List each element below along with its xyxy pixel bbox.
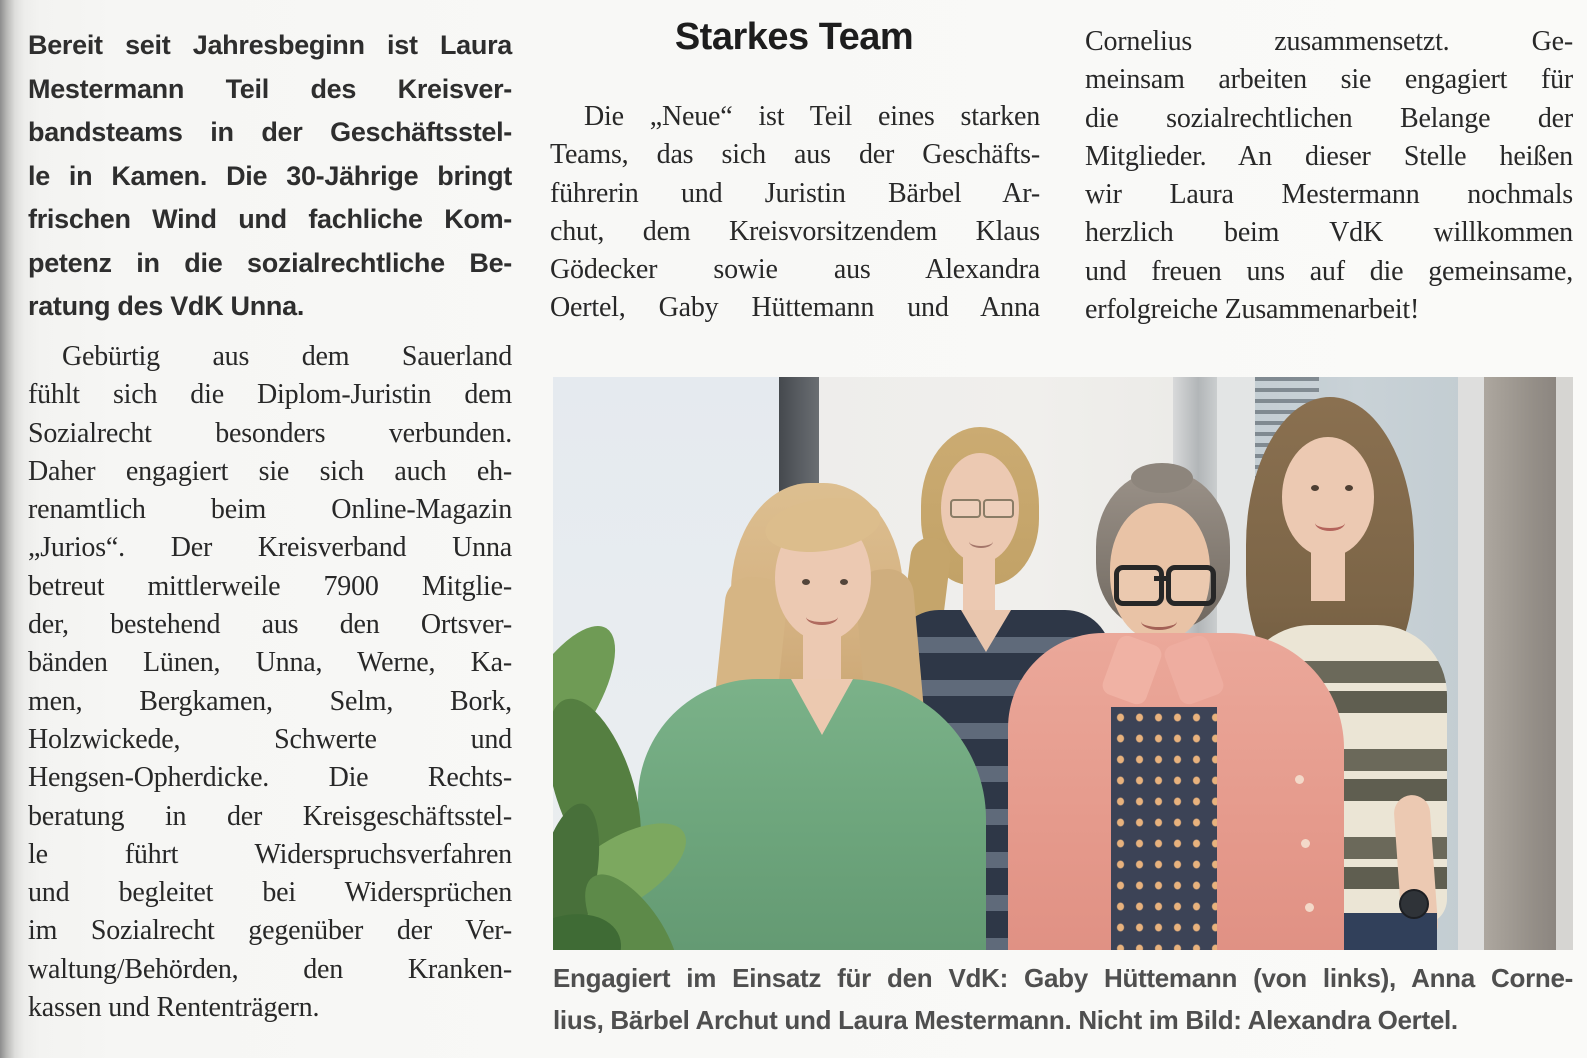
- text-line: Bereit seit Jahresbeginn ist Laura: [28, 30, 512, 60]
- person-laura-smile: [1315, 515, 1345, 531]
- photo-pillar: [1484, 377, 1556, 950]
- text-line: im Sozialrecht gegenüber der Ver-: [28, 915, 512, 947]
- person-gaby-smile: [806, 609, 838, 625]
- text-line: beratung in der Kreisgeschäftsstel-: [28, 800, 512, 832]
- middle-column-body: [550, 98, 1040, 328]
- person-gaby-eye: [840, 579, 848, 585]
- text-line: Gebürtig aus dem Sauerland: [62, 341, 512, 372]
- text-line: Engagiert im Einsatz für den VdK: Gaby Hüttemann (von links), Anna Corne-: [553, 963, 1573, 993]
- text-line: der, bestehend aus den Ortsver-: [28, 609, 512, 641]
- person-gaby-eye: [802, 579, 810, 585]
- text-line: Sozialrecht besonders verbunden.: [28, 417, 512, 449]
- text-line: renamtlich beim Online-Magazin: [28, 494, 512, 526]
- text-line: Mestermann Teil des Kreisver-: [28, 73, 512, 104]
- text-line: erfolgreiche Zusammenarbeit!: [1085, 294, 1420, 326]
- left-column-body: [28, 338, 512, 1027]
- intro-paragraph-bold: [28, 24, 512, 329]
- text-line: und freuen uns auf die gemeinsame,: [1085, 255, 1573, 287]
- text-line: wir Laura Mestermann nochmals: [1085, 179, 1573, 211]
- person-laura-watch: [1399, 889, 1429, 919]
- article-headline: Starkes Team: [674, 16, 914, 58]
- text-line: lius, Bärbel Archut und Laura Mestermann. Nicht im Bild: Alexandra Oertel.: [553, 1005, 1458, 1035]
- person-barbel-bun: [1131, 463, 1193, 493]
- person-laura-eye: [1311, 485, 1319, 491]
- text-line: le führt Widerspruchsverfahren: [28, 838, 512, 870]
- right-column-body: [1085, 23, 1573, 329]
- text-line: chut, dem Kreisvorsitzendem Klaus: [550, 215, 1040, 247]
- text-line: bänden Lünen, Unna, Werne, Ka-: [28, 647, 512, 679]
- text-line: Gödecker sowie aus Alexandra: [550, 254, 1040, 286]
- text-line: „Jurios“. Der Kreisverband Unna: [28, 532, 512, 564]
- text-line: Mitglieder. An dieser Stelle heißen: [1085, 140, 1573, 172]
- person-barbel-smile: [1141, 613, 1177, 630]
- text-line: meinsam arbeiten sie engagiert für: [1085, 64, 1573, 96]
- jacket-button: [1305, 903, 1314, 912]
- text-line: ratung des VdK Unna.: [28, 291, 305, 321]
- photo-caption: [553, 957, 1573, 1041]
- person-anna-smile: [969, 535, 993, 548]
- person-anna-neck: [963, 557, 995, 617]
- photo-wall-strip: [1458, 377, 1484, 950]
- text-line: Cornelius zusammensetzt. Ge-: [1085, 26, 1573, 57]
- text-line: Oertel, Gaby Hüttemann und Anna: [550, 292, 1040, 324]
- person-barbel-glasses-left: [1114, 565, 1164, 606]
- text-line: bandsteams in der Geschäftsstel-: [28, 117, 512, 147]
- text-line: petenz in die sozialrechtliche Be-: [28, 247, 512, 278]
- person-gaby-green-top: [638, 679, 986, 950]
- text-line: führerin und Juristin Bärbel Ar-: [550, 177, 1040, 209]
- jacket-button: [1301, 839, 1310, 848]
- text-line: die sozialrechtlichen Belange der: [1085, 102, 1573, 134]
- text-line: waltung/Behörden, den Kranken-: [28, 953, 512, 985]
- text-line: men, Bergkamen, Selm, Bork,: [28, 685, 512, 717]
- person-laura-face: [1282, 437, 1374, 557]
- text-line: Teams, das sich aus der Geschäfts-: [550, 139, 1040, 171]
- text-line: Holzwickede, Schwerte und: [28, 723, 512, 755]
- photo-curtain-edge: [1556, 377, 1573, 950]
- team-photo: [553, 377, 1573, 950]
- text-line: herzlich beim VdK willkommen: [1085, 217, 1573, 249]
- text-line: und begleitet bei Widersprüchen: [28, 877, 512, 909]
- person-barbel-glasses-bridge: [1154, 576, 1166, 581]
- text-line: betreut mittlerweile 7900 Mitglie-: [28, 570, 512, 602]
- person-anna-glasses-left: [950, 499, 981, 518]
- person-barbel-patterned-blouse: [1111, 707, 1217, 950]
- text-line: Hengsen-Opherdicke. Die Rechts-: [28, 762, 512, 794]
- text-line: frischen Wind und fachliche Kom-: [28, 204, 512, 234]
- text-line: Die „Neue“ ist Teil eines starken: [584, 101, 1040, 132]
- text-line: kassen und Rententrägern.: [28, 992, 320, 1024]
- text-line: Daher engagiert sie sich auch eh-: [28, 455, 512, 487]
- person-laura-eye: [1345, 485, 1353, 491]
- person-barbel-glasses-right: [1166, 565, 1216, 606]
- jacket-button: [1295, 775, 1304, 784]
- person-anna-glasses-right: [983, 499, 1014, 518]
- text-line: fühlt sich die Diplom-Juristin dem: [28, 379, 512, 411]
- text-line: le in Kamen. Die 30-Jährige bringt: [28, 160, 512, 191]
